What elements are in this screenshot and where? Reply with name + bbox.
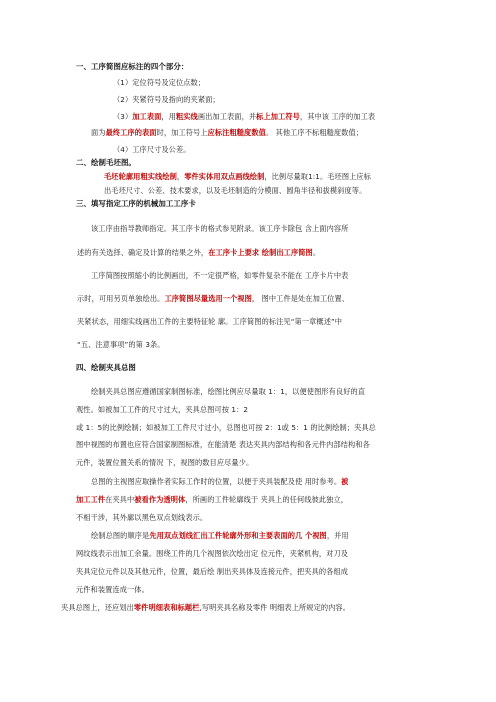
body-text: 绘制夹具总图应遵循国家制图标准，绘图比例应尽量取 1：1，以便使图形有良好的直 bbox=[91, 387, 366, 396]
body-text: 或 1：5的比例绘制；如被加工工件尺寸过小，总图也可按 2：1或 5：1 的比例绘制；夹具总 bbox=[76, 423, 376, 432]
section-3-line-6 bbox=[77, 340, 165, 349]
section-4-line-10 bbox=[76, 549, 348, 558]
section-4-line-11 bbox=[76, 567, 348, 576]
section-1-line-2 bbox=[113, 95, 220, 104]
emphasis-text: 零件明细表和标题栏 bbox=[133, 603, 200, 612]
body-text: 观性。如被加工工件的尺寸过大，夹具总图可按 1：2 bbox=[76, 405, 249, 414]
body-text: 面为 bbox=[91, 128, 106, 137]
section-4-line-5 bbox=[76, 458, 253, 467]
body-text: 总图的主视图应取操作者实际工作时的位置，以便于夹具装配及使 用时参考。 bbox=[91, 477, 342, 486]
body-text: （1）定位符号及定位点数； bbox=[113, 78, 206, 87]
section-3-heading: 三、填写指定工序的机械加工工序卡 bbox=[76, 199, 196, 208]
body-text: 夹具总图上，还应划出 bbox=[61, 603, 134, 612]
section-1-heading: 一、工序简图应标注的四个部分： bbox=[76, 62, 189, 71]
body-text: 元件和装置连成一体。 bbox=[76, 585, 149, 594]
body-text: 绘制总图的顺序是 bbox=[91, 531, 150, 540]
body-text: ，用 bbox=[161, 112, 176, 121]
section-4-heading: 四、绘制夹具总图 bbox=[76, 363, 136, 372]
body-text: ，其中该 工序的加工表 bbox=[299, 112, 376, 121]
section-2-line-2 bbox=[104, 186, 366, 195]
section-2-heading: 二、绘制毛坯图。 bbox=[76, 158, 136, 167]
body-text: 网纹线表示出加工余量。围绕工件的几个视图依次绘出定 位元件，夹紧机构，对刀及 bbox=[76, 549, 349, 558]
emphasis-text: 粗实线 bbox=[175, 112, 198, 121]
emphasis-text: 标上加工符号 bbox=[256, 112, 300, 121]
section-1-line-1 bbox=[113, 78, 205, 87]
section-3-line-4 bbox=[77, 294, 349, 303]
body-text: 在夹具中 bbox=[105, 495, 135, 504]
body-text: 述的有关选择、确定及计算的结果之外， bbox=[77, 248, 209, 257]
body-text: ，并用 bbox=[326, 531, 349, 540]
emphasis-text: 在工序卡上要求 绘制出工序简图 bbox=[208, 248, 313, 257]
section-3-line-2 bbox=[77, 248, 320, 257]
emphasis-text: 毛坯轮廓用粗实线绘制 bbox=[104, 172, 177, 181]
body-text: （4）工序尺寸及公差。 bbox=[113, 145, 191, 154]
body-text: ， 图中工件是处在加工位置、 bbox=[251, 294, 350, 303]
emphasis-text: 加工工件 bbox=[76, 495, 106, 504]
section-4-line-2 bbox=[76, 405, 248, 414]
emphasis-text: 工序简图尽量选用一个视图 bbox=[164, 294, 252, 303]
emphasis-text: 被 bbox=[341, 477, 349, 486]
body-text: 该工序由指导教师指定。其工序卡的格式参见附录。该工序卡除包 含上面内容所 bbox=[91, 224, 349, 233]
section-2-line-1 bbox=[104, 172, 371, 181]
emphasis-text: 零件实体用双点画线绘制 bbox=[184, 172, 265, 181]
body-text: “五、注意事项”的第 3条。 bbox=[77, 340, 165, 349]
body-text: 示时，可用另页单独绘出。 bbox=[77, 294, 165, 303]
body-text: ，比例尽量取1:1。毛坯图上应标 bbox=[264, 172, 371, 181]
section-4-line-7 bbox=[76, 495, 348, 504]
body-text: ， bbox=[176, 172, 185, 181]
emphasis-text: 应标注粗糙度数值 bbox=[207, 128, 266, 137]
section-3-line-1 bbox=[91, 224, 348, 233]
body-text: 画出加工表面，并 bbox=[197, 112, 257, 121]
section-1-line-5 bbox=[113, 145, 191, 154]
section-4-line-1 bbox=[91, 387, 365, 396]
emphasis-text: 最终工序的表面 bbox=[105, 128, 157, 137]
body-text: 元件，装置位置关系的情况 下，视图的数目应尽量少。 bbox=[76, 458, 254, 467]
section-4-line-13 bbox=[61, 603, 350, 612]
section-4-line-4 bbox=[76, 440, 370, 449]
section-3-line-3 bbox=[91, 271, 348, 280]
body-text: 图中视图的布置也应符合国家制图标准，在能清楚 表达夹具内部结构和各元件内部结构和各 bbox=[76, 440, 370, 449]
body-text: 夹具定位元件以及其他元件，位置，最后绘 制出夹具体及连接元件，把夹具的各组成 bbox=[76, 567, 349, 576]
body-text: （2）夹紧符号及指向的夹紧面； bbox=[113, 95, 220, 104]
section-4-line-8 bbox=[76, 513, 207, 522]
body-text: （3） bbox=[113, 112, 133, 121]
body-text: 出毛坯尺寸、公差、技术要求，以及毛坯制造的分模面、圆角半径和拔模斜度等。 bbox=[104, 186, 367, 195]
section-4-line-6 bbox=[91, 477, 348, 486]
section-4-line-12 bbox=[76, 585, 149, 594]
body-text: 夹紧状态，用细实线画出工件的主要特征轮 廓。工序简图的标注见“第一章概述”中 bbox=[77, 317, 343, 326]
body-text: 不相干涉，其外廓以黑色双点划线表示。 bbox=[76, 513, 208, 522]
body-text: 。 其他工序不标粗糙度数值； bbox=[265, 128, 364, 137]
body-text: 工序简图按照缩小的比例画出，不一定很严格，如零件复杂不能在 工序卡片中表 bbox=[91, 271, 349, 280]
section-1-line-4 bbox=[91, 128, 363, 137]
section-4-line-3 bbox=[76, 423, 376, 432]
section-3-line-5 bbox=[77, 317, 342, 326]
body-text: 。 bbox=[312, 248, 321, 257]
emphasis-text: 被看作为透明体 bbox=[134, 495, 186, 504]
body-text: ，所画的工件轮廓线于 夹具上的任何线彼此独立， bbox=[185, 495, 349, 504]
emphasis-text: 先用双点划线汇出工件轮廓外形和主要表面的几 个视图 bbox=[149, 531, 327, 540]
section-4-line-9 bbox=[91, 531, 349, 540]
emphasis-text: 加工表面 bbox=[132, 112, 162, 121]
section-1-line-3 bbox=[113, 112, 375, 121]
body-text: ,写明夹具名称及零件 明细表上所规定的内容。 bbox=[199, 603, 351, 612]
body-text: 时，加工符号上 bbox=[156, 128, 208, 137]
